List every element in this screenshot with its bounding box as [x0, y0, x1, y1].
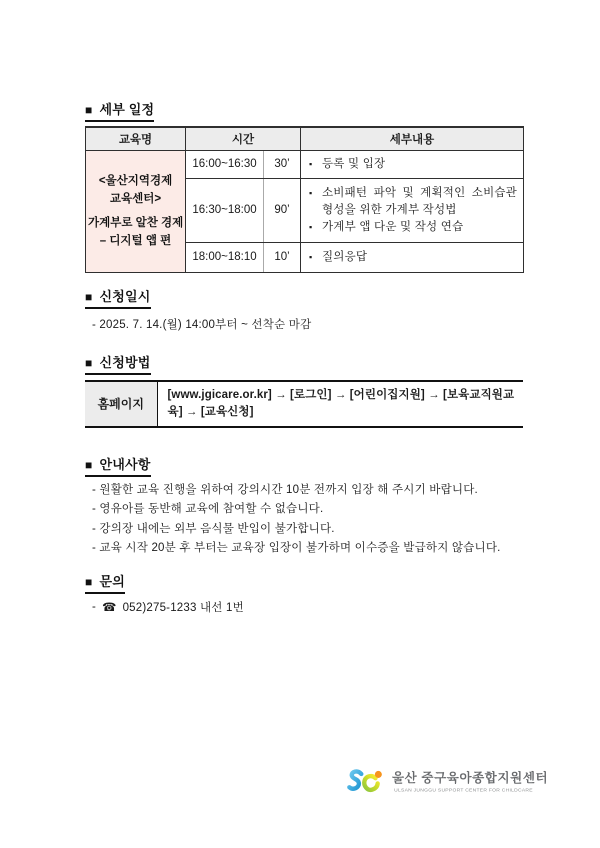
- application-method-heading-label: 신청방법: [99, 354, 151, 370]
- bullet-icon: ▪: [309, 187, 313, 198]
- footer-logo: [347, 766, 600, 799]
- schedule-header-row: [86, 127, 524, 150]
- application-date-heading: [85, 286, 151, 309]
- logo-name-korean: 울산 중구육아종합지원센터: [392, 771, 549, 785]
- phone-icon: ☎: [102, 601, 117, 614]
- logo-dot: [375, 771, 382, 778]
- duration-cell: 30’: [264, 150, 301, 178]
- bullet-icon: ▪: [309, 221, 313, 232]
- method-path-cell: [www.jgicare.or.kr] → [로그인] → [어린이집지원] → [보육교직원교육] → [교육신청]: [167, 388, 515, 418]
- logo-text: [392, 768, 600, 797]
- notices-heading-label: 안내사항: [99, 456, 151, 472]
- heading-square-icon: ■: [85, 574, 93, 589]
- detail-text: 가계부 앱 다운 및 작성 연습: [322, 220, 464, 233]
- application-method-table: [85, 380, 523, 428]
- detail-text: 등록 및 입장: [322, 157, 386, 170]
- time-cell: 18:00~18:10: [186, 242, 264, 272]
- col-header-time: 시간: [186, 127, 301, 150]
- application-date-heading-label: 신청일시: [99, 288, 151, 304]
- heading-square-icon: ■: [85, 103, 93, 117]
- details-cell: [301, 242, 524, 272]
- duration-cell: 90’: [264, 178, 301, 242]
- list-item: - 교육 시작 20분 후 부터는 교육장 입장이 불가하며 이수증을 발급하지 않습니다.: [92, 542, 501, 554]
- heading-square-icon: ■: [85, 289, 93, 304]
- details-cell: [301, 178, 524, 242]
- course-line: 가계부로 알찬 경제: [88, 216, 184, 229]
- course-name-cell: [86, 150, 186, 272]
- notices-list: [85, 481, 523, 559]
- course-line: 교육센터>: [109, 193, 162, 206]
- course-line: <울산지역경제: [98, 174, 173, 187]
- time-cell: 16:00~16:30: [186, 150, 264, 178]
- detail-text: 소비패턴 파악 및 계획적인 소비습관 형성을 위한 가계부 작성법: [322, 186, 517, 216]
- notices-heading: [85, 454, 151, 477]
- contact-line: [85, 599, 523, 615]
- application-method-heading: [85, 352, 151, 375]
- contact-heading: [85, 571, 125, 594]
- schedule-heading: [85, 99, 154, 122]
- contact-phone-text: 052)275-1233 내선 1번: [122, 601, 244, 614]
- dash: -: [92, 600, 97, 613]
- application-date-text: - 2025. 7. 14.(월) 14:00부터 ~ 선착순 마감: [92, 318, 312, 331]
- bullet-icon: ▪: [309, 251, 313, 262]
- heading-square-icon: ■: [85, 457, 93, 472]
- duration-cell: 10’: [264, 242, 301, 272]
- table-row: [85, 381, 523, 427]
- logo-name-english-wrap: [392, 787, 535, 793]
- list-item: - 강의장 내에는 외부 음식물 반입이 불가합니다.: [92, 522, 335, 535]
- time-cell: 16:30~18:00: [186, 178, 264, 242]
- logo-name-english: ULSAN JUNGGU SUPPORT CENTER FOR CHILDCARE: [394, 787, 533, 793]
- details-cell: [301, 150, 524, 178]
- table-row: [86, 150, 524, 178]
- center-logo-mark: [347, 766, 385, 799]
- list-item: - 원활한 교육 진행을 위하여 강의시간 10분 전까지 입장 해 주시기 바랍니다.: [92, 483, 478, 496]
- schedule-table: [85, 126, 524, 273]
- detail-text: 질의응답: [322, 250, 368, 263]
- course-line: – 디지털 앱 편: [99, 234, 172, 247]
- schedule-heading-label: 세부 일정: [99, 102, 155, 117]
- method-label-cell: 홈페이지: [85, 381, 157, 427]
- contact-heading-label: 문의: [99, 573, 125, 589]
- list-item: - 영유아를 동반해 교육에 참여할 수 없습니다.: [92, 503, 324, 515]
- col-header-details: 세부내용: [301, 127, 524, 150]
- bullet-icon: ▪: [309, 158, 313, 169]
- col-header-course: 교육명: [86, 127, 186, 150]
- heading-square-icon: ■: [85, 355, 93, 370]
- document-content: [85, 99, 523, 615]
